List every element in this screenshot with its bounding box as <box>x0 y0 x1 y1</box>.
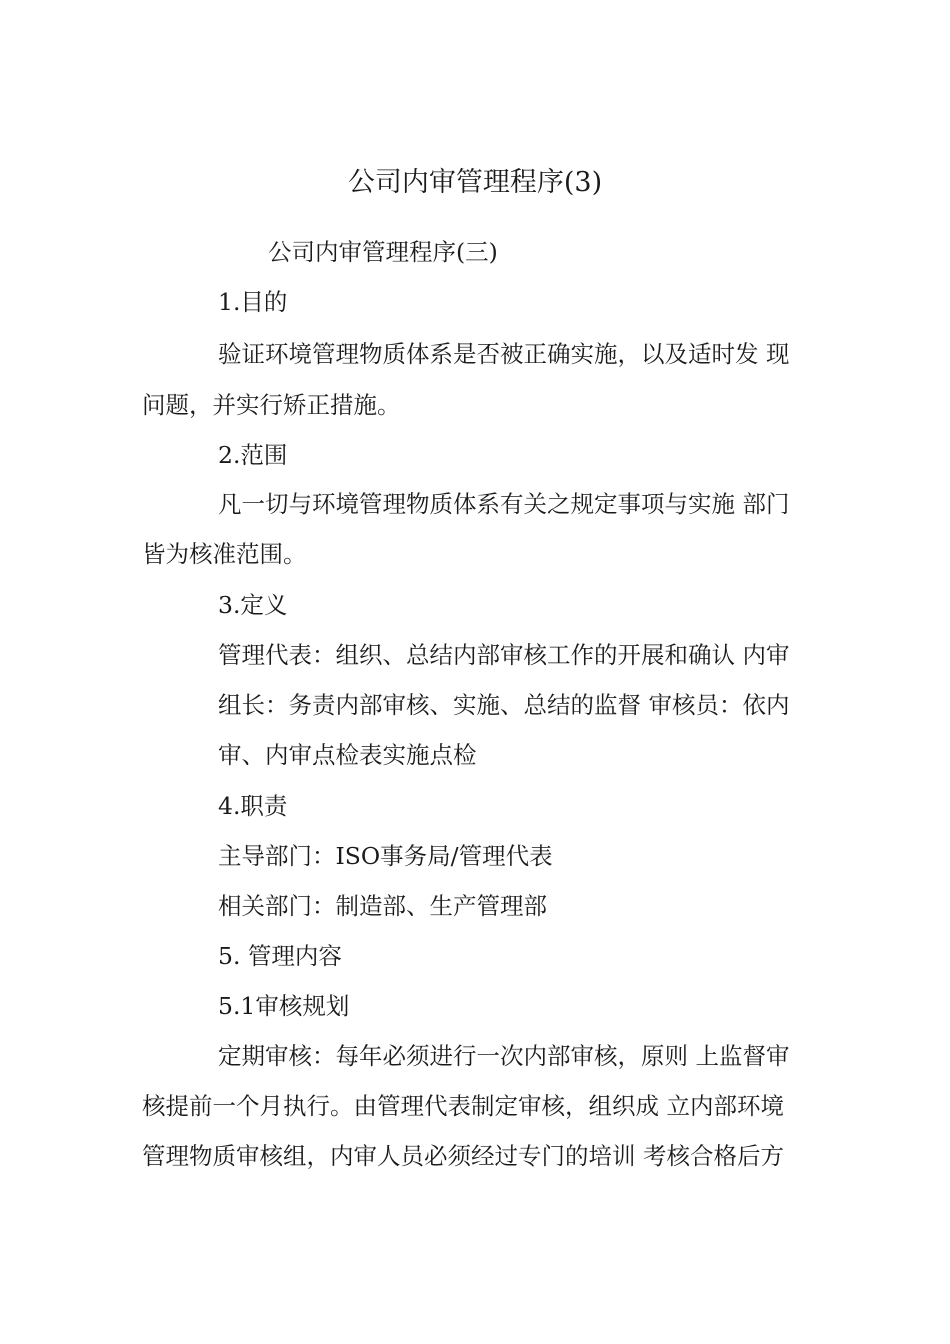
paragraph-line: 审、内审点检表实施点检 <box>218 741 477 769</box>
paragraph-line: 验证环境管理物质体系是否被正确实施，以及适时发 现 <box>218 340 790 368</box>
section-heading: 4.职责 <box>218 792 288 820</box>
paragraph-line: 皆为核准范围。 <box>142 540 307 568</box>
paragraph-line: 相关部门：制造部、生产管理部 <box>218 892 547 920</box>
paragraph-line: 定期审核：每年必须进行一次内部审核，原则 上监督审 <box>218 1042 790 1070</box>
subsection-heading: 5.1审核规划 <box>218 992 350 1020</box>
paragraph-line: 核提前一个月执行。由管理代表制定审核，组织成 立内部环境 <box>142 1092 784 1120</box>
paragraph-line: 管理物质审核组，内审人员必须经过专门的培训 考核合格后方 <box>142 1142 784 1170</box>
section-heading: 2.范围 <box>218 441 288 469</box>
paragraph-line: 主导部门：ISO事务局/管理代表 <box>218 842 553 870</box>
paragraph-line: 管理代表：组织、总结内部审核工作的开展和确认 内审 <box>218 641 790 669</box>
subtitle: 公司内审管理程序(三) <box>268 238 498 266</box>
paragraph-line: 问题，并实行矫正措施。 <box>142 391 401 419</box>
page-title: 公司内审管理程序(3) <box>347 167 603 198</box>
section-heading: 5. 管理内容 <box>218 942 342 970</box>
paragraph-line: 组长：务责内部审核、实施、总结的监督 审核员：依内 <box>218 691 790 719</box>
section-heading: 1.目的 <box>218 288 288 316</box>
paragraph-line: 凡一切与环境管理物质体系有关之规定事项与实施 部门 <box>218 490 790 518</box>
section-heading: 3.定义 <box>218 591 288 619</box>
